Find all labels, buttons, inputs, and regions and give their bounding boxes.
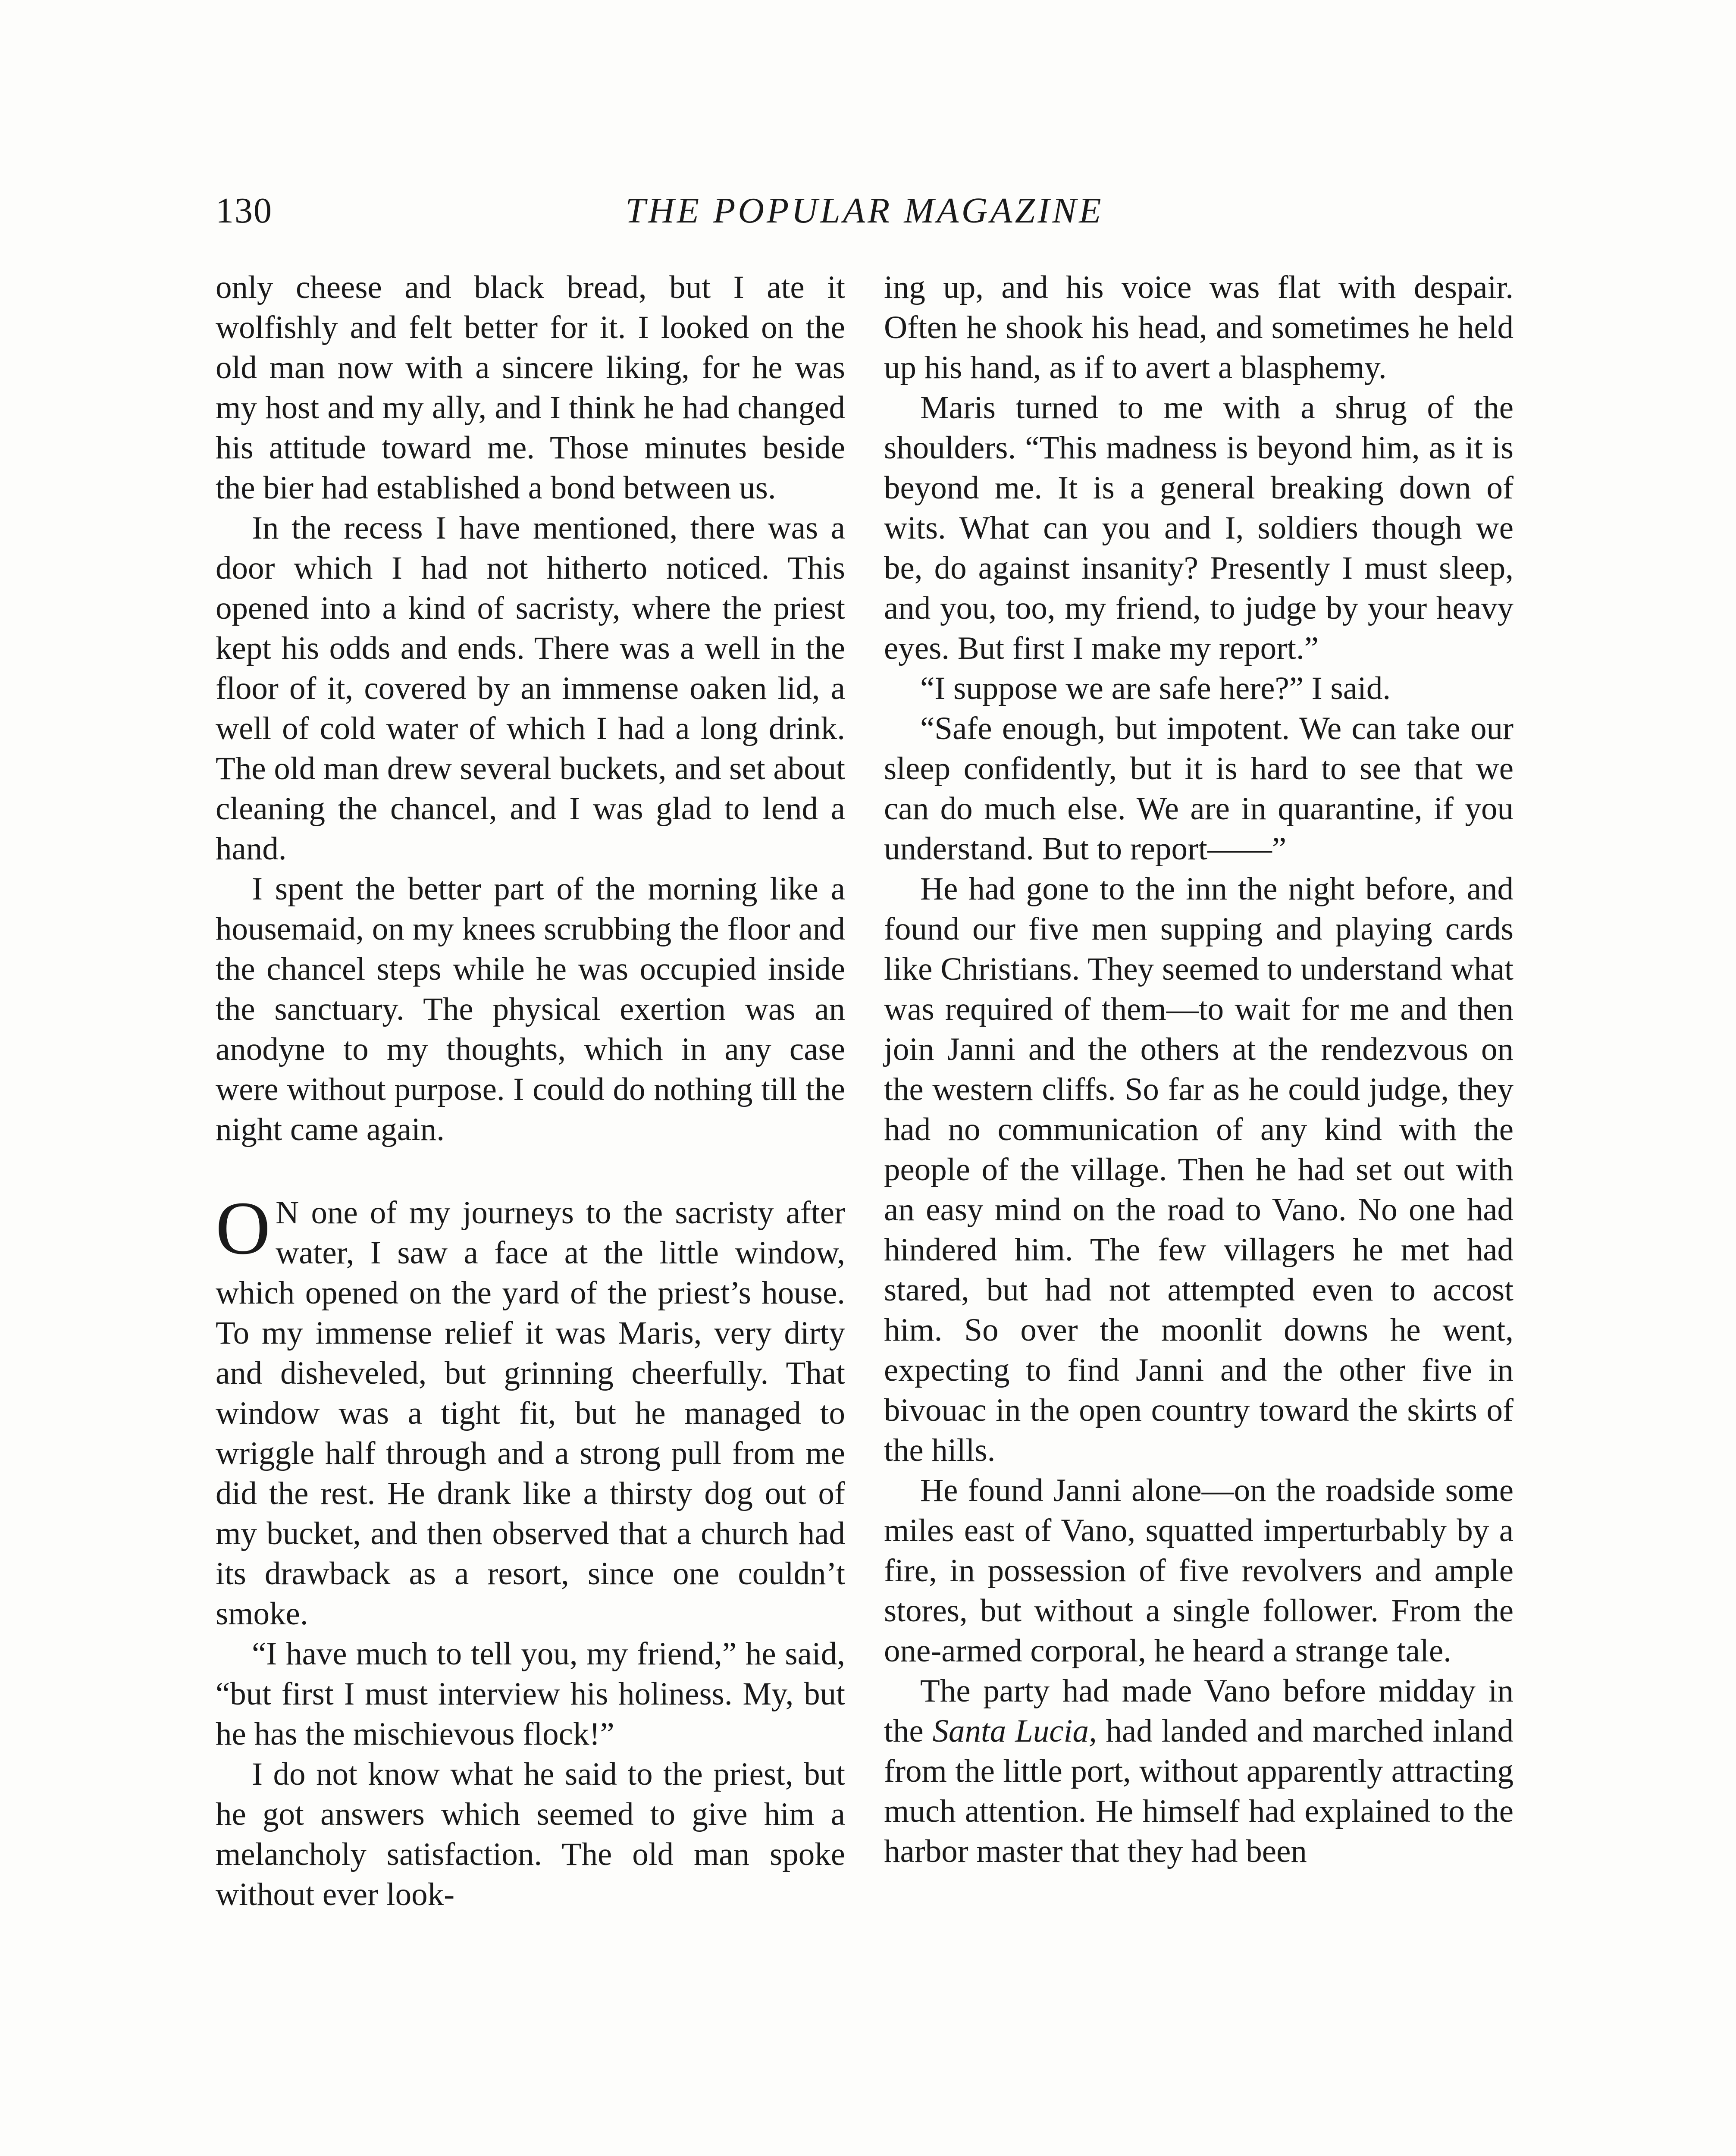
drop-cap: O (216, 1186, 271, 1270)
paragraph: Maris turned to me with a shrug of the shoulders. “This madness is beyond him, as it is beyond me. It is a general breaking down of wits. What can you and I, soldiers though we be, do against insanity? Presently I must sleep, and you, too, my friend, to judge by your heavy eyes. But first I make my report.” (884, 390, 1514, 666)
paragraph: He had gone to the inn the night before, and found our five men supping and playing cards like Christians. They seemed to understand what was required of them—to wait for me and then join Janni and the others at the rendezvous on the western cliffs. So far as he could judge, they had no communication of any kind with the people of the village. Then he had set out with an easy mind on the road to Vano. No one had hindered him. The few villagers he met had stared, but had not attempted even to accost him. So over the moonlit downs he went, expecting to find Janni and the other five in bivouac in the open country toward the skirts of the hills. (884, 871, 1514, 1468)
paragraph: “I suppose we are safe here?” I said. (920, 671, 1391, 706)
left-column (216, 267, 845, 1915)
paragraph: only cheese and black bread, but I ate it wolfishly and felt better for it. I looked on the old man now with a sincere liking, for he was my host and my ally, and I think he had changed his attitude toward me. Those minutes beside the bier had established a bond between us. (216, 270, 845, 506)
paragraph-text: N one of my journeys to the sacristy after water, I saw a face at the little window, which opened on the yard of the priest’s house. To my immense relief it was Maris, very dirty and disheveled, but grinning cheerfully. That window was a tight fit, but he managed to wriggle half through and a strong pull from me did the rest. He drank like a thirsty dog out of my bucket, and then observed that a church had its drawback as a resort, since one couldn’t smoke. (216, 1195, 845, 1632)
paragraph: He found Janni alone—on the roadside some miles east of Vano, squatted imperturbably by a fire, in possession of five revolvers and ample stores, but without a single follower. From the one-armed corporal, he heard a strange tale. (884, 1473, 1514, 1669)
paragraph: “Safe enough, but impotent. We can take our sleep confidently, but it is hard to see that we can do much else. We are in quarantine, if you understand. But to report——” (884, 711, 1514, 867)
paragraph: “I have much to tell you, my friend,” he said, “but first I must interview his holiness. My, but he has the mischievous flock!” (216, 1636, 845, 1752)
ship-name: Santa Lucia, (932, 1713, 1097, 1749)
paragraph (884, 1671, 1514, 1871)
paragraph: I spent the better part of the morning like a housemaid, on my knees scrubbing the floor and the chancel steps while he was occupied inside the sanctuary. The physical exertion was an anodyne to my thoughts, which in any case were without purpose. I could do nothing till the night came again. (216, 871, 845, 1147)
right-column (884, 267, 1514, 1871)
paragraph: In the recess I have mentioned, there was a door which I had not hitherto noticed. This opened into a kind of sacristy, where the priest kept his odds and ends. There was a well in the floor of it, covered by an immense oaken lid, a well of cold water of which I had a long drink. The old man drew several buckets, and set about cleaning the chancel, and I was glad to lend a hand. (216, 510, 845, 867)
section-opening-paragraph (216, 1186, 845, 1634)
page-number: 130 (216, 191, 273, 231)
section-break (216, 1150, 845, 1193)
paragraph-text: The party had made Vano before midday in the (884, 1673, 1514, 1749)
paragraph: I do not know what he said to the priest, but he got answers which seemed to give him a melancholy satisfaction. The old man spoke without ever look- (216, 1756, 845, 1912)
running-head: THE POPULAR MAGAZINE (625, 191, 1104, 231)
page-header (216, 190, 1514, 241)
paragraph: ing up, and his voice was flat with despair. Often he shook his head, and sometimes he held up his hand, as if to avert a blasphemy. (884, 270, 1514, 385)
paragraph-text: had landed and marched inland from the little port, without apparently attracting much attention. He himself had explained to the harbor master that they had been (884, 1713, 1514, 1869)
